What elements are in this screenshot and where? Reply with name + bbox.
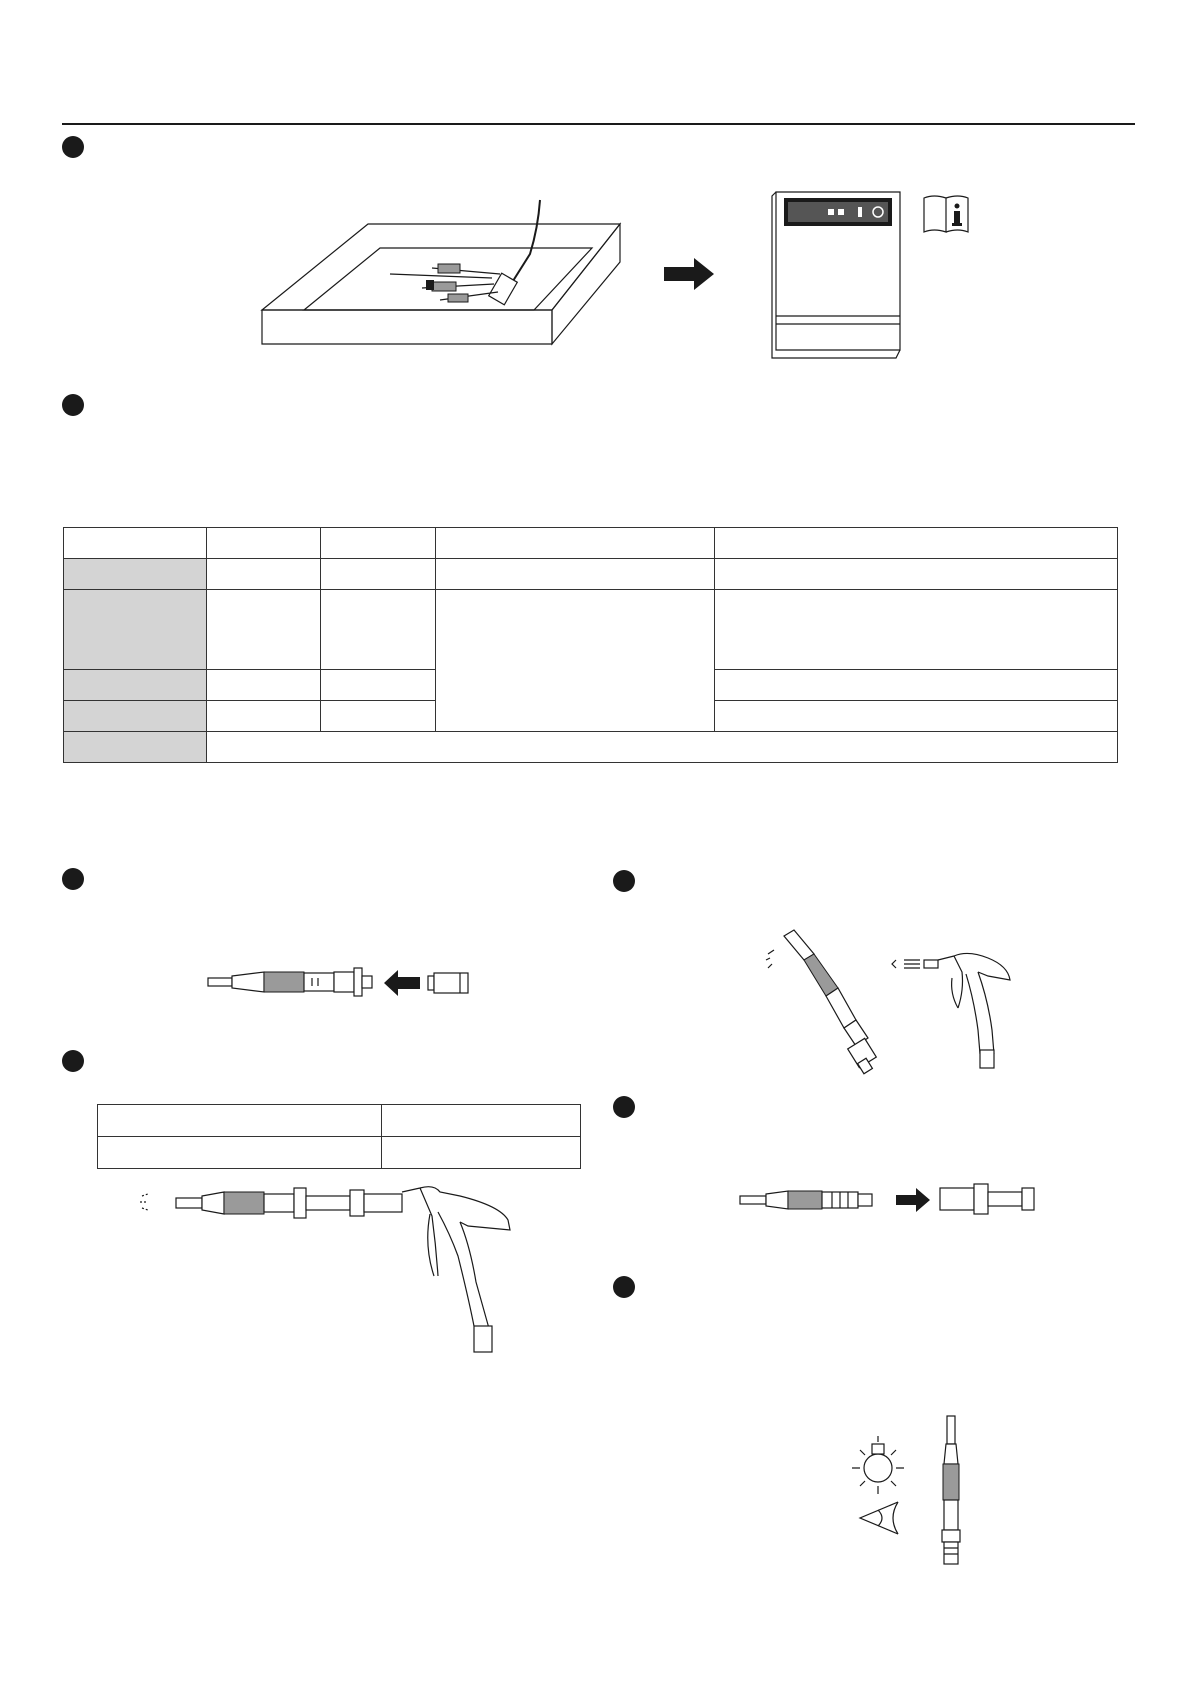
table-cell: [64, 590, 207, 670]
table-row: [64, 528, 1118, 559]
table-cell: [436, 528, 715, 559]
table-cell: [207, 528, 321, 559]
table-cell: [64, 670, 207, 701]
table-cell: [64, 732, 207, 763]
washer-disinfector-icon: [772, 190, 904, 360]
step-marker-7: [613, 1276, 635, 1298]
table-cell: [715, 528, 1118, 559]
table-cell: [321, 559, 436, 590]
table-cell: [321, 670, 436, 701]
header-rule: [62, 123, 1135, 125]
table-cell: [715, 670, 1118, 701]
table-cell: [64, 701, 207, 732]
pressure-table: [97, 1104, 581, 1169]
table-cell: [436, 590, 715, 732]
table-cell: [715, 590, 1118, 670]
table-cell: [207, 701, 321, 732]
step-marker-3: [62, 868, 84, 890]
table-row: [98, 1137, 581, 1169]
left-arrow-icon: [384, 970, 422, 996]
table-cell: [207, 559, 321, 590]
table-cell: [98, 1105, 382, 1137]
step-marker-2: [62, 394, 84, 416]
table-cell: [207, 590, 321, 670]
handpiece-icon: [936, 1416, 966, 1566]
eye-icon: [858, 1500, 902, 1536]
info-manual-icon: [922, 194, 972, 234]
table-cell: [715, 701, 1118, 732]
table-cell: [321, 528, 436, 559]
air-gun-icon: [138, 1186, 516, 1354]
step-marker-5: [613, 870, 635, 892]
table-row: [64, 590, 1118, 670]
table-cell: [321, 590, 436, 670]
handpiece-icon: [740, 1188, 888, 1212]
step-marker-6: [613, 1096, 635, 1118]
right-arrow-icon: [896, 1188, 932, 1212]
table-cell: [98, 1137, 382, 1169]
right-arrow-icon: [664, 258, 716, 290]
step-marker-1: [62, 136, 84, 158]
reprocessing-table: [63, 527, 1118, 763]
air-gun-icon: [892, 950, 1028, 1070]
spray-icon: [764, 928, 892, 1078]
step-marker-4: [62, 1050, 84, 1072]
table-cell: [207, 670, 321, 701]
table-cell: [436, 559, 715, 590]
table-cell: [382, 1105, 581, 1137]
table-cell: [64, 528, 207, 559]
table-cell: [321, 701, 436, 732]
table-cell: [382, 1137, 581, 1169]
table-cell: [207, 732, 1118, 763]
cap-icon: [428, 972, 472, 994]
table-row: [64, 732, 1118, 763]
table-cell: [64, 559, 207, 590]
cleaning-tray-icon: [262, 188, 624, 348]
table-cell: [715, 559, 1118, 590]
table-row: [64, 559, 1118, 590]
table-row: [98, 1105, 581, 1137]
light-icon: [850, 1436, 908, 1496]
coupling-icon: [940, 1184, 1040, 1214]
